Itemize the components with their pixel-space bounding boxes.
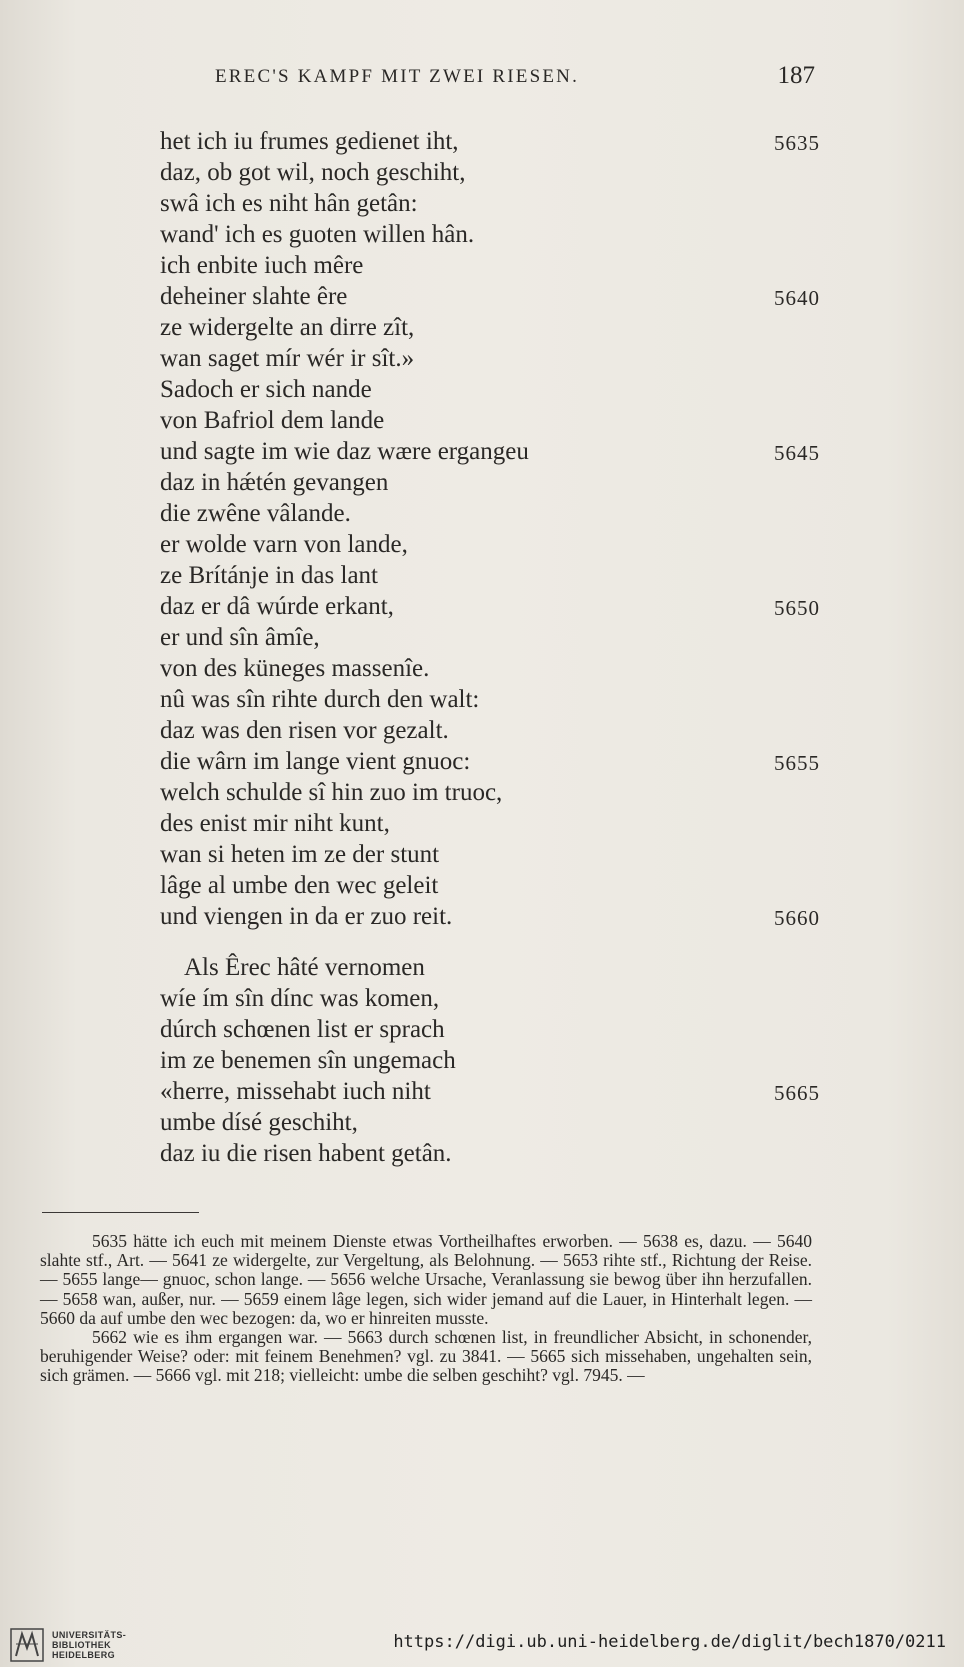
verse-text: «herre, missehabt iuch niht [160, 1078, 431, 1105]
verse-line [160, 1076, 820, 1107]
verse-text: daz er dâ wúrde erkant, [160, 593, 394, 620]
verse-block [160, 126, 820, 1169]
verse-line [160, 467, 820, 498]
line-number: 5665 [774, 1081, 820, 1105]
verse-line [160, 1045, 820, 1076]
verse-line [160, 952, 820, 983]
line-number: 5660 [774, 906, 820, 930]
verse-text: die zwêne vâlande. [160, 500, 351, 527]
verse-line [160, 157, 820, 188]
verse-line [160, 684, 820, 715]
line-number: 5650 [774, 596, 820, 620]
verse-text: wan saget mír wér ir sît.» [160, 345, 415, 372]
verse-line [160, 436, 820, 467]
verse-line [160, 250, 820, 281]
verse-text: swâ ich es niht hân getân: [160, 190, 418, 217]
verse-text: er und sîn âmîe, [160, 624, 320, 651]
verse-line [160, 715, 820, 746]
verse-text: nû was sîn rihte durch den walt: [160, 686, 480, 713]
verse-line [160, 374, 820, 405]
verse-text: wan si heten im ze der stunt [160, 841, 440, 868]
verse-text: die wârn im lange vient gnuoc: [160, 748, 471, 775]
verse-line [160, 219, 820, 250]
verse-text: ze Brítánje in das lant [160, 562, 378, 589]
verse-line [160, 405, 820, 436]
footnote-paragraph: 5662 wie es ihm ergangen war. — 5663 durch schœnen list, in freundlicher Absicht, in schonender, beruhigender Weise? oder: mit feinem Benehmen? vgl. zu 3841. — 5665 sich missehaben, ungehalten sein, sich grämen. — 5666 vgl. mit 218; vielleicht: umbe die selben geschiht? vgl. 7945. — [40, 1327, 812, 1386]
verse-line [160, 746, 820, 777]
verse-line [160, 870, 820, 901]
footnotes [40, 1232, 812, 1386]
verse-line [160, 653, 820, 684]
verse-line [160, 312, 820, 343]
page-footer [0, 1620, 964, 1667]
verse-line [160, 126, 820, 157]
running-title: EREC'S KAMPF MIT ZWEI RIESEN. [215, 66, 580, 87]
verse-line [160, 498, 820, 529]
verse-text: von des küneges massenîe. [160, 655, 430, 682]
verse-line [160, 1138, 820, 1169]
verse-text: wand' ich es guoten willen hân. [160, 221, 475, 248]
footnote-paragraph: 5635 hätte ich euch mit meinem Dienste etwas Vortheilhaftes erworben. — 5638 es, dazu. — 5640 slahte stf., Art. — 5641 ze widergelte, zur Vergeltung, als Belohnung. — 5653 rihte stf., Richtung der Reise. — 5655 lange— gnuoc, schon lange. — 5656 welche Ursache, Veranlassung sie bewog über ihn herzufallen. — 5658 wan, außer, nur. — 5659 einem lâge legen, sich wider jemand auf die Lauer, in Hinterhalt legen. — 5660 da auf umbe den wec bezogen: da, wo er hinreiten musste. [40, 1231, 812, 1328]
verse-text: von Bafriol dem lande [160, 407, 385, 434]
verse-text: und sagte im wie daz wære ergangeu [160, 438, 529, 465]
verse-text: ze widergelte an dirre zît, [160, 314, 415, 341]
verse-text: het ich iu frumes gedienet iht, [160, 128, 459, 155]
verse-line [160, 188, 820, 219]
verse-line [160, 901, 820, 932]
verse-text: umbe dísé geschiht, [160, 1109, 358, 1136]
line-number: 5640 [774, 286, 820, 310]
verse-text: Als Êrec hâté vernomen [184, 954, 425, 981]
verse-text: ich enbite iuch mêre [160, 252, 364, 279]
verse-text: daz in hǽtén gevangen [160, 469, 389, 496]
library-logo [10, 1628, 126, 1662]
logo-line-1: UNIVERSITÄTS- [52, 1630, 127, 1640]
verse-text: daz iu die risen habent getân. [160, 1140, 452, 1167]
verse-line [160, 281, 820, 312]
verse-line [160, 839, 820, 870]
verse-text: und viengen in da er zuo reit. [160, 903, 453, 930]
verse-text: deheiner slahte êre [160, 283, 348, 310]
verse-line [160, 560, 820, 591]
verse-text: lâge al umbe den wec geleit [160, 872, 439, 899]
source-url-link[interactable]: https://digi.ub.uni-heidelberg.de/diglit/bech1870/0211 [393, 1632, 946, 1652]
verse-text: Sadoch er sich nande [160, 376, 372, 403]
verse-line [160, 622, 820, 653]
verse-text: daz was den risen vor gezalt. [160, 717, 449, 744]
footnote-rule [42, 1212, 199, 1213]
line-number: 5655 [774, 751, 820, 775]
logo-line-3: HEIDELBERG [52, 1650, 116, 1660]
verse-line [160, 808, 820, 839]
verse-line [160, 591, 820, 622]
verse-line [160, 343, 820, 374]
logo-line-2: BIBLIOTHEK [52, 1640, 111, 1650]
verse-text: im ze benemen sîn ungemach [160, 1047, 456, 1074]
verse-text: welch schulde sî hin zuo im truoc, [160, 779, 503, 806]
verse-text: daz, ob got wil, noch geschiht, [160, 159, 466, 186]
line-number: 5645 [774, 441, 820, 465]
line-number: 5635 [774, 131, 820, 155]
verse-line [160, 777, 820, 808]
verse-line [160, 1107, 820, 1138]
verse-line [160, 529, 820, 560]
library-name [52, 1630, 126, 1660]
verse-line [160, 983, 820, 1014]
verse-text: dúrch schœnen list er sprach [160, 1016, 445, 1043]
library-seal-icon [10, 1628, 44, 1662]
page-number: 187 [777, 62, 815, 89]
page-header [215, 62, 815, 92]
verse-text: er wolde varn von lande, [160, 531, 408, 558]
verse-text: wíe ím sîn dínc was komen, [160, 985, 440, 1012]
verse-text: des enist mir niht kunt, [160, 810, 390, 837]
verse-line [160, 1014, 820, 1045]
